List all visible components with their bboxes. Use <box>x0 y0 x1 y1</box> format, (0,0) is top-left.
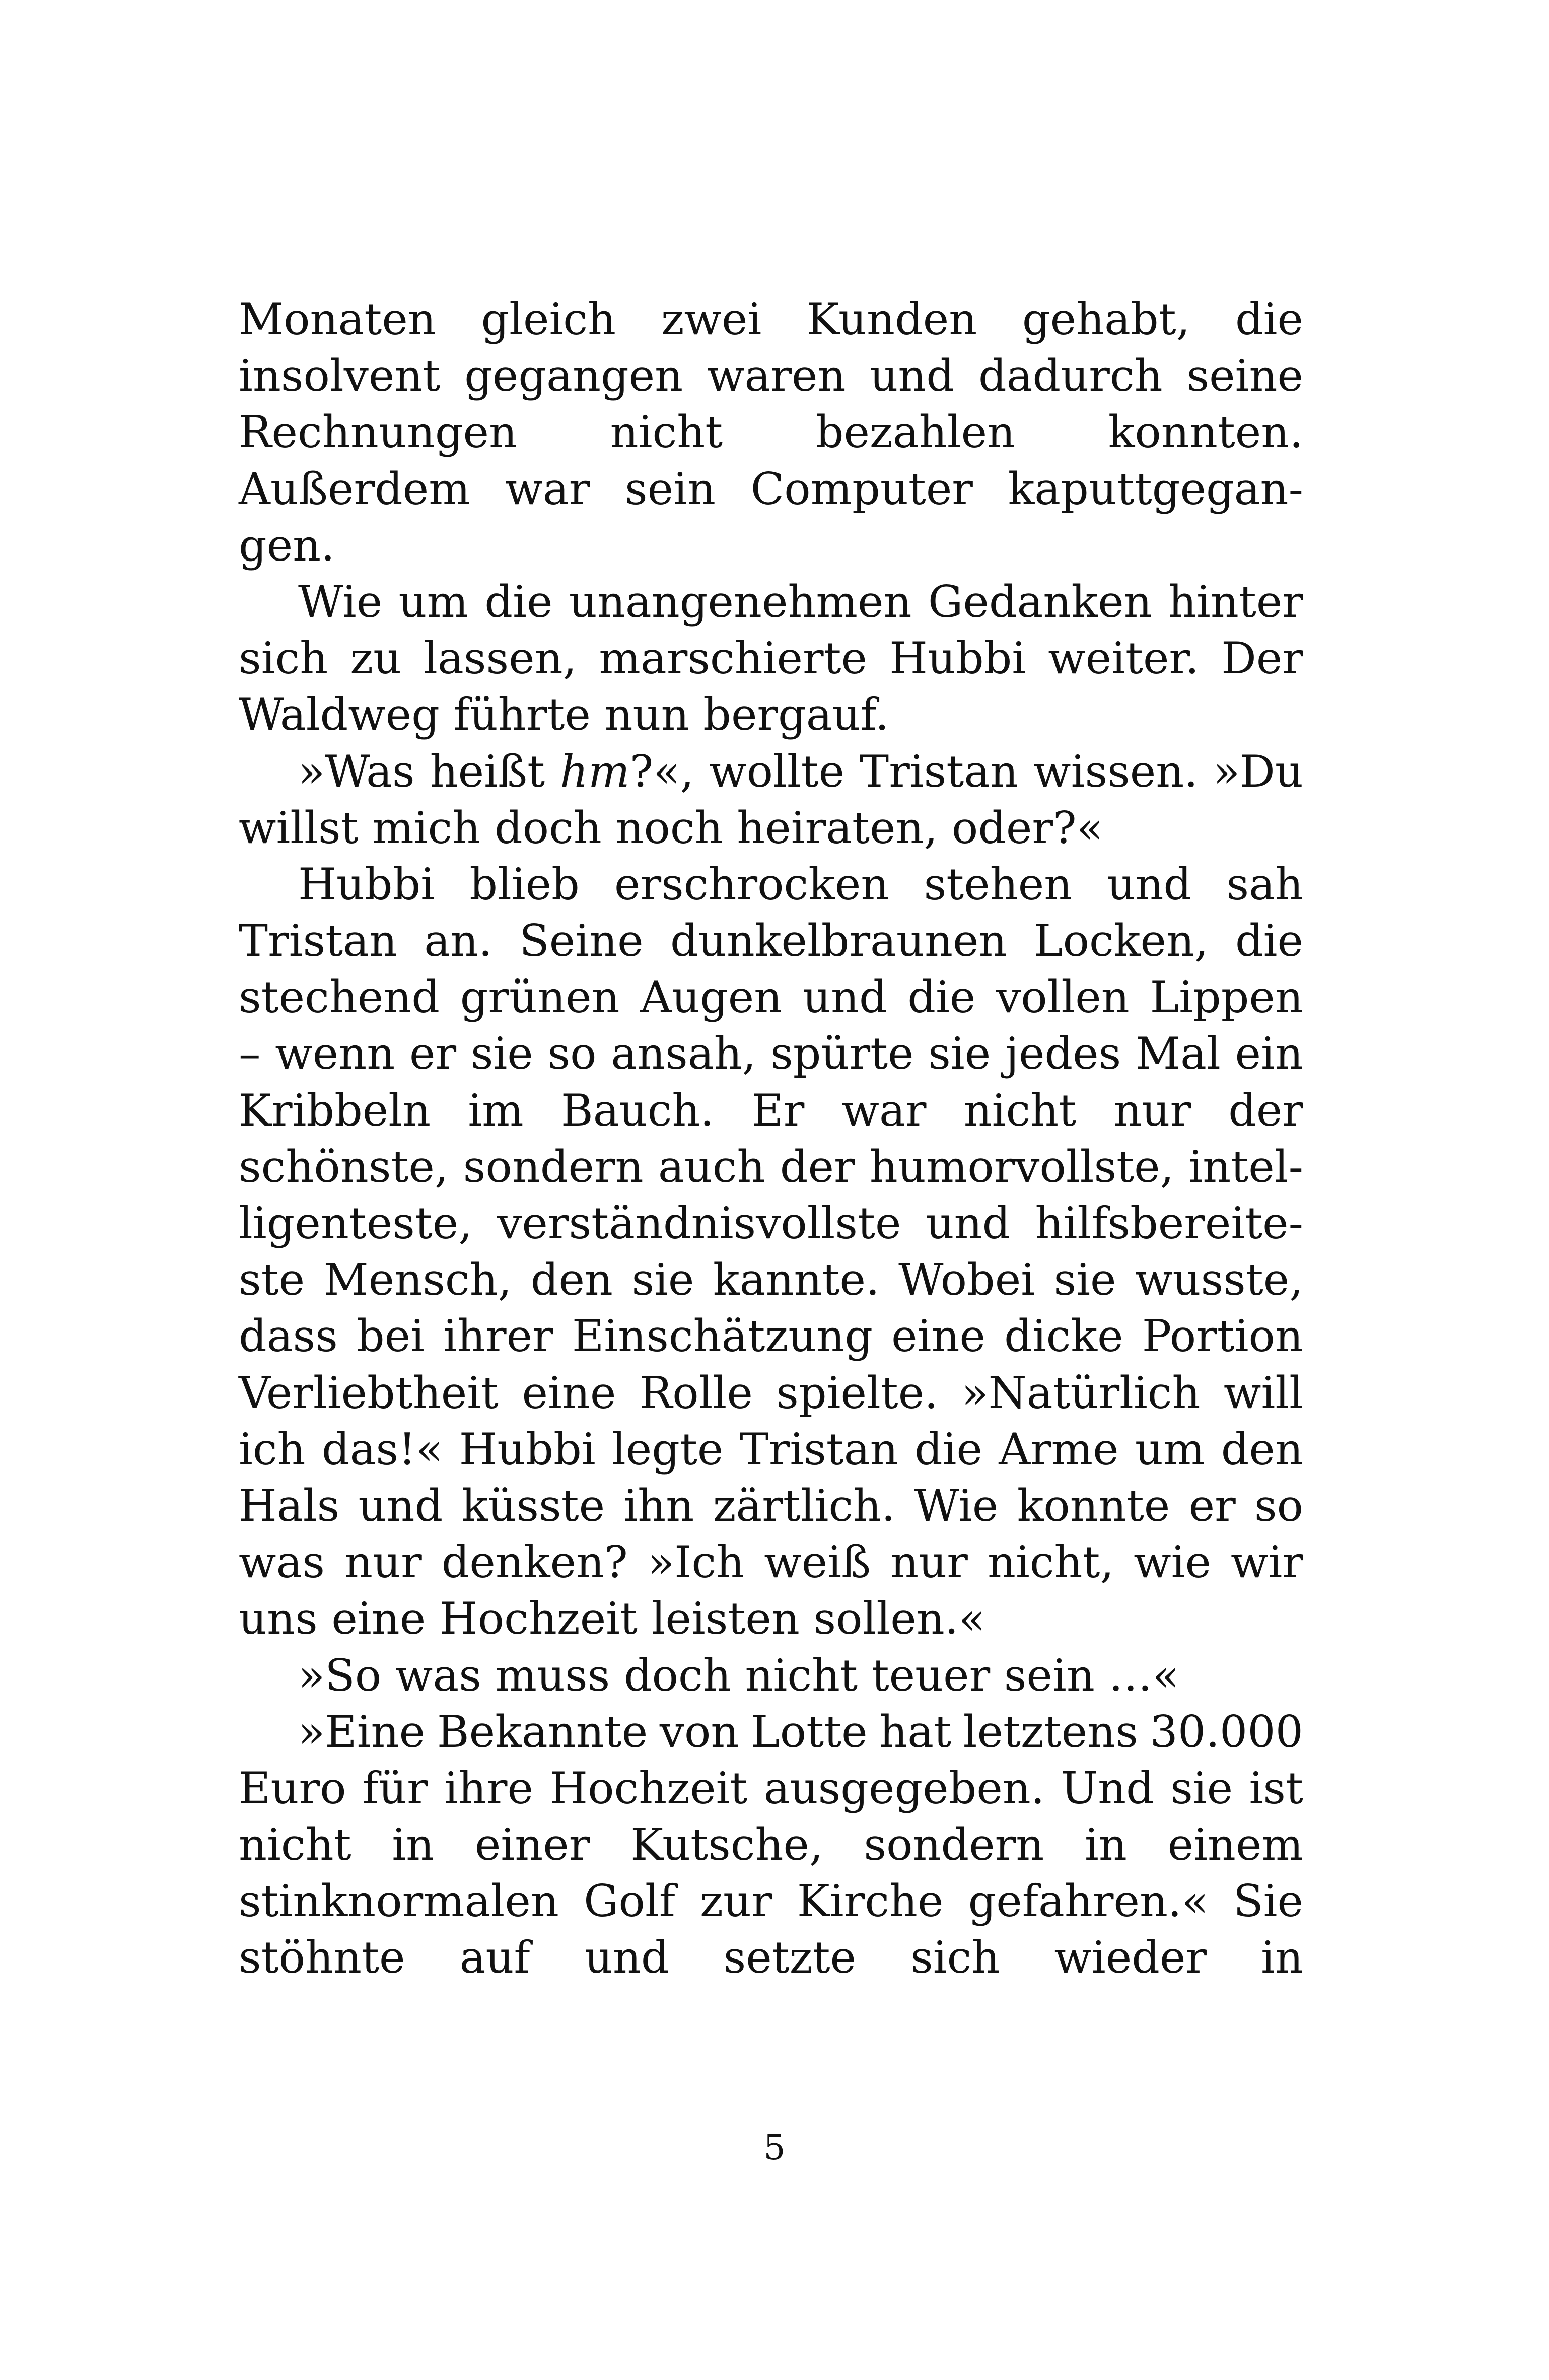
text-line <box>239 1308 1303 1364</box>
text-line <box>239 1816 1303 1873</box>
word: Hubbi <box>889 633 1026 684</box>
text-line <box>239 1195 1303 1251</box>
word: jedes <box>1005 1028 1121 1080</box>
word: »Was <box>298 745 415 797</box>
word: gefahren.« <box>968 1875 1209 1927</box>
word: Der <box>1221 633 1303 684</box>
word: so <box>547 1028 597 1080</box>
word: Tristan <box>860 745 1019 797</box>
word: intel- <box>1188 1141 1303 1193</box>
word: Wie <box>914 1480 999 1531</box>
word: sie <box>1170 1762 1233 1814</box>
text-line <box>239 1760 1303 1816</box>
word: die <box>914 1423 982 1475</box>
word: ein <box>1235 1028 1303 1080</box>
text-line: uns eine Hochzeit leisten sollen.« <box>239 1593 985 1645</box>
word: sein <box>625 463 716 515</box>
word: weiß <box>764 1536 871 1588</box>
word: auch <box>658 1141 765 1193</box>
word: »Eine <box>298 1706 426 1758</box>
word: hat <box>879 1706 952 1758</box>
word: will <box>1224 1367 1303 1419</box>
word: gegangen <box>464 350 683 402</box>
word: unangenehmen <box>569 576 912 627</box>
text-line <box>239 1025 1303 1082</box>
word: Euro <box>239 1762 346 1814</box>
word: »Du <box>1213 745 1303 797</box>
word: die <box>484 576 553 627</box>
word: bei <box>357 1310 425 1362</box>
text-line: willst mich doch noch heiraten, oder?« <box>239 802 1103 854</box>
word: Augen <box>640 971 783 1023</box>
word: sich <box>910 1932 1000 1984</box>
word: Lippen <box>1150 971 1303 1023</box>
word: nicht, <box>987 1536 1114 1588</box>
word: Kirche <box>797 1875 944 1927</box>
word: kaputtgegan- <box>1008 463 1303 515</box>
word: stehen <box>924 858 1073 910</box>
word: Computer <box>750 463 973 515</box>
text-line <box>239 1251 1303 1308</box>
text-line: Waldweg führte nun bergauf. <box>239 689 889 741</box>
text-line: gen. <box>239 519 335 571</box>
word: Wie <box>298 576 383 627</box>
word: Verliebtheit <box>239 1367 499 1419</box>
page-number: 5 <box>763 2128 786 2168</box>
word: ihn <box>623 1480 694 1531</box>
word: zur <box>700 1875 772 1927</box>
word: »Ich <box>647 1536 745 1588</box>
word: vollen <box>996 971 1130 1023</box>
word: grünen <box>460 971 620 1023</box>
word: legte <box>611 1423 724 1475</box>
word: um <box>1135 1423 1205 1475</box>
word: wissen. <box>1033 745 1198 797</box>
text-line <box>239 404 1303 460</box>
word: wir <box>1231 1536 1303 1588</box>
text-line <box>239 856 1303 913</box>
word: erschrocken <box>614 858 889 910</box>
word: ausgegeben. <box>763 1762 1045 1814</box>
word: heißt <box>430 745 545 797</box>
word: sich <box>239 633 328 684</box>
body-text <box>239 291 1303 1986</box>
word: einer <box>474 1819 590 1871</box>
word: sie <box>1053 1254 1116 1306</box>
word: Und <box>1061 1762 1154 1814</box>
text-line <box>239 1534 1303 1590</box>
word: die <box>1235 915 1303 967</box>
word: Hochzeit <box>549 1762 748 1814</box>
word: in <box>1085 1819 1127 1871</box>
word: einem <box>1167 1819 1303 1871</box>
word: er <box>409 1028 457 1080</box>
word: bezahlen <box>815 406 1016 458</box>
word: Mal <box>1136 1028 1221 1080</box>
word: küsste <box>461 1480 605 1531</box>
word: verständnisvollste <box>497 1198 901 1249</box>
word: in <box>392 1819 435 1871</box>
word: er <box>1188 1480 1236 1531</box>
word: wieder <box>1054 1932 1207 1984</box>
word: »Natürlich <box>961 1367 1201 1419</box>
word: Seine <box>519 915 644 967</box>
word: nur <box>890 1536 968 1588</box>
text-line <box>239 574 1303 630</box>
word: ste <box>239 1254 305 1306</box>
word: Bauch. <box>560 1084 715 1136</box>
word: ist <box>1249 1762 1303 1814</box>
word: und <box>1107 858 1192 910</box>
word: und <box>870 350 955 402</box>
word: sondern <box>864 1819 1044 1871</box>
word: Wobei <box>898 1254 1035 1306</box>
word: sondern <box>463 1141 644 1193</box>
text-line <box>239 1704 1303 1760</box>
word: nicht <box>610 406 723 458</box>
word: zärtlich. <box>713 1480 895 1531</box>
word: Er <box>751 1084 805 1136</box>
word: für <box>362 1762 428 1814</box>
word: um <box>398 576 469 627</box>
word: was <box>239 1536 325 1588</box>
word: ansah, <box>611 1028 756 1080</box>
word: wie <box>1134 1536 1211 1588</box>
word: nur <box>1113 1084 1191 1136</box>
word: seine <box>1186 350 1303 402</box>
text-line <box>239 913 1303 969</box>
word: das!« <box>321 1423 443 1475</box>
word: blieb <box>469 858 580 910</box>
word: marschierte <box>599 633 868 684</box>
word: an. <box>424 915 492 967</box>
text-line <box>239 743 1303 800</box>
word: Kutsche, <box>630 1819 823 1871</box>
word: Hubbi <box>298 858 435 910</box>
word: gehabt, <box>1022 294 1190 345</box>
word: und <box>802 971 887 1023</box>
text-line <box>239 461 1303 517</box>
text-line <box>239 291 1303 347</box>
word: Kunden <box>806 294 977 345</box>
word: den <box>1221 1423 1303 1475</box>
text-line <box>239 1478 1303 1534</box>
text-line <box>239 1421 1303 1478</box>
word: sie <box>928 1028 991 1080</box>
word: dicke <box>1004 1310 1123 1362</box>
word: nur <box>344 1536 422 1588</box>
word: Rolle <box>639 1367 753 1419</box>
word: Mensch, <box>323 1254 512 1306</box>
word: war <box>841 1084 927 1136</box>
word: konnten. <box>1108 406 1303 458</box>
word: lassen, <box>424 633 577 684</box>
word: in <box>1261 1932 1303 1984</box>
text-line <box>239 1873 1303 1929</box>
word: letztens <box>963 1706 1138 1758</box>
word: stechend <box>239 971 440 1023</box>
word: der <box>1228 1084 1303 1136</box>
word: 30.000 <box>1150 1706 1303 1758</box>
word: Kribbeln <box>239 1084 431 1136</box>
word: Tristan <box>739 1423 898 1475</box>
word: und <box>926 1198 1011 1249</box>
word: stinknormalen <box>239 1875 559 1927</box>
word: schönste, <box>239 1141 449 1193</box>
word: Bekannte <box>437 1706 648 1758</box>
text-line <box>239 969 1303 1025</box>
word: der <box>780 1141 855 1193</box>
word: sie <box>470 1028 533 1080</box>
word: so <box>1254 1480 1303 1531</box>
text-line: »So was muss doch nicht teuer sein …« <box>298 1649 1179 1701</box>
word: dass <box>239 1310 338 1362</box>
word: wusste, <box>1135 1254 1303 1306</box>
word: ihre <box>444 1762 533 1814</box>
word: die <box>1235 294 1303 345</box>
word: hinter <box>1168 576 1303 627</box>
word: dadurch <box>978 350 1163 402</box>
text-line <box>239 1082 1303 1139</box>
word: stöhnte <box>239 1932 405 1984</box>
word: sie <box>631 1254 694 1306</box>
word: gleich <box>481 294 616 345</box>
word: kannte. <box>713 1254 880 1306</box>
word: zwei <box>661 294 762 345</box>
word: Locken, <box>1033 915 1209 967</box>
word: ihrer <box>443 1310 553 1362</box>
text-line <box>239 347 1303 404</box>
word: und <box>584 1932 669 1984</box>
word: von <box>659 1706 739 1758</box>
word: humorvollste, <box>869 1141 1174 1193</box>
word: die <box>907 971 976 1023</box>
word: Hals <box>239 1480 340 1531</box>
word: hilfsbereite- <box>1035 1198 1303 1249</box>
word: Monaten <box>239 294 436 345</box>
word: und <box>358 1480 443 1531</box>
word: dunkelbraunen <box>670 915 1007 967</box>
word: Portion <box>1142 1310 1303 1362</box>
text-line <box>239 630 1303 686</box>
word: eine <box>891 1310 986 1362</box>
word: Außerdem <box>239 463 470 515</box>
word: spürte <box>770 1028 914 1080</box>
word: Einschätzung <box>572 1310 873 1362</box>
word: ich <box>239 1423 306 1475</box>
word: hm?«, <box>560 745 694 797</box>
word: wenn <box>275 1028 395 1080</box>
word: Gedanken <box>928 576 1152 627</box>
word: konnte <box>1017 1480 1170 1531</box>
word: ligenteste, <box>239 1198 473 1249</box>
word: Sie <box>1233 1875 1303 1927</box>
word: insolvent <box>239 350 441 402</box>
word: setzte <box>723 1932 857 1984</box>
word: Tristan <box>239 915 397 967</box>
word: weiter. <box>1048 633 1200 684</box>
word: sah <box>1226 858 1303 910</box>
word: im <box>468 1084 524 1136</box>
word: nicht <box>239 1819 351 1871</box>
word: Golf <box>584 1875 675 1927</box>
text-line <box>239 1929 1303 1986</box>
word: Hubbi <box>459 1423 596 1475</box>
word: spielte. <box>776 1367 938 1419</box>
word: Arme <box>999 1423 1119 1475</box>
word: waren <box>707 350 846 402</box>
word: den <box>530 1254 613 1306</box>
word: Lotte <box>751 1706 868 1758</box>
word: wollte <box>709 745 845 797</box>
word: war <box>505 463 590 515</box>
text-line <box>239 1365 1303 1421</box>
text-line <box>239 1139 1303 1195</box>
word: – <box>239 1028 261 1080</box>
word: nicht <box>963 1084 1077 1136</box>
word: Rechnungen <box>239 406 518 458</box>
word: zu <box>350 633 402 684</box>
word: auf <box>459 1932 530 1984</box>
word: denken? <box>441 1536 628 1588</box>
word: eine <box>522 1367 616 1419</box>
